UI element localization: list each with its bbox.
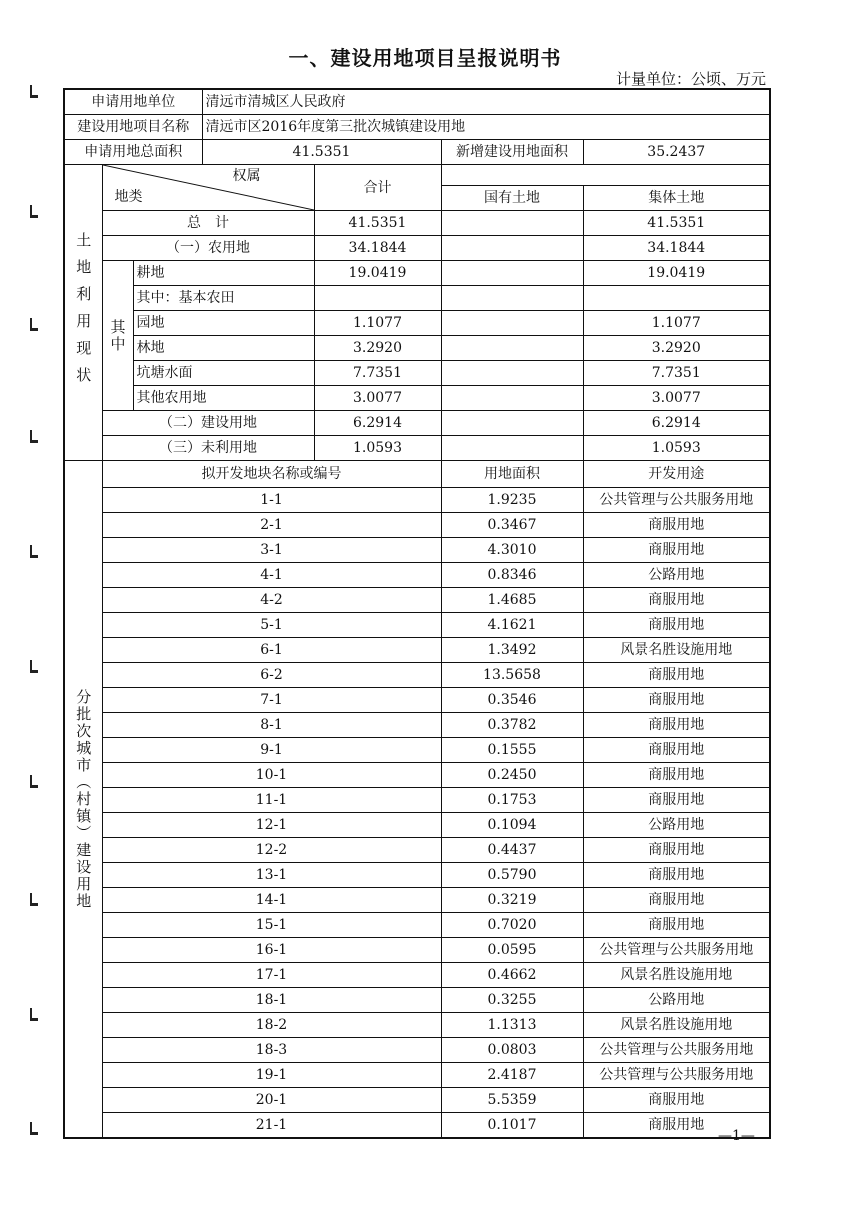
applicant-value: 清远市清城区人民政府	[202, 89, 770, 115]
total-value: 3.2920	[314, 336, 441, 361]
parcel-row	[64, 888, 770, 913]
parcel-use: 公路用地	[583, 988, 770, 1013]
parcel-row	[64, 538, 770, 563]
parcel-area: 0.3546	[441, 688, 583, 713]
state-value	[441, 336, 583, 361]
total-value: 1.1077	[314, 311, 441, 336]
parcel-use: 商服用地	[583, 763, 770, 788]
parcel-row	[64, 513, 770, 538]
parcel-id: 11-1	[102, 788, 441, 813]
land-status-row	[64, 361, 770, 386]
state-value	[441, 311, 583, 336]
parcel-header-row	[64, 461, 770, 488]
parcel-area: 0.3219	[441, 888, 583, 913]
parcel-area: 0.3782	[441, 713, 583, 738]
land-type-name: 林地	[133, 336, 314, 361]
new-area-value: 35.2437	[583, 140, 770, 165]
parcel-use: 商服用地	[583, 863, 770, 888]
parcel-row	[64, 913, 770, 938]
state-value	[441, 361, 583, 386]
parcel-id: 9-1	[102, 738, 441, 763]
parcel-area: 0.4437	[441, 838, 583, 863]
collective-value: 3.2920	[583, 336, 770, 361]
parcel-id: 18-2	[102, 1013, 441, 1038]
parcel-area: 1.9235	[441, 488, 583, 513]
land-status-row	[64, 236, 770, 261]
parcel-row	[64, 1013, 770, 1038]
land-status-row	[64, 386, 770, 411]
parcel-use: 公共管理与公共服务用地	[583, 1038, 770, 1063]
land-type-name: （二）建设用地	[102, 411, 314, 436]
parcel-row	[64, 663, 770, 688]
land-status-section-label: 土地利用现状	[64, 165, 102, 461]
land-type-name: （三）未利用地	[102, 436, 314, 461]
parcel-area: 0.1555	[441, 738, 583, 763]
parcel-area: 1.1313	[441, 1013, 583, 1038]
parcel-area: 0.1753	[441, 788, 583, 813]
binding-mark	[30, 205, 38, 218]
parcel-row	[64, 1063, 770, 1088]
parcel-id: 5-1	[102, 613, 441, 638]
parcel-row	[64, 713, 770, 738]
total-area-label: 申请用地总面积	[64, 140, 202, 165]
land-status-header-row	[64, 165, 770, 186]
parcel-area: 0.3255	[441, 988, 583, 1013]
total-value: 7.7351	[314, 361, 441, 386]
parcel-area: 0.1017	[441, 1113, 583, 1139]
parcel-area: 4.1621	[441, 613, 583, 638]
collective-value: 3.0077	[583, 386, 770, 411]
binding-mark	[30, 318, 38, 331]
binding-mark	[30, 775, 38, 788]
parcel-row	[64, 838, 770, 863]
parcel-id: 12-1	[102, 813, 441, 838]
collective-value	[583, 286, 770, 311]
parcel-id: 4-2	[102, 588, 441, 613]
parcel-area: 0.1094	[441, 813, 583, 838]
parcel-id: 21-1	[102, 1113, 441, 1139]
parcel-section-label: 分批次城市（村镇）建设用地	[64, 461, 102, 1139]
parcel-use: 风景名胜设施用地	[583, 1013, 770, 1038]
parcel-id: 12-2	[102, 838, 441, 863]
land-type-name: 园地	[133, 311, 314, 336]
parcel-area: 4.3010	[441, 538, 583, 563]
parcel-area: 1.3492	[441, 638, 583, 663]
col-use-header: 开发用途	[583, 461, 770, 488]
col-area-header: 用地面积	[441, 461, 583, 488]
parcel-area: 1.4685	[441, 588, 583, 613]
parcel-id: 7-1	[102, 688, 441, 713]
land-type-name: （一）农用地	[102, 236, 314, 261]
parcel-id: 16-1	[102, 938, 441, 963]
land-type-name: 耕地	[133, 261, 314, 286]
parcel-row	[64, 613, 770, 638]
parcel-use: 商服用地	[583, 588, 770, 613]
total-value	[314, 286, 441, 311]
land-type-label: 地类	[114, 189, 143, 205]
total-value: 3.0077	[314, 386, 441, 411]
parcel-row	[64, 738, 770, 763]
collective-value: 34.1844	[583, 236, 770, 261]
parcel-id: 8-1	[102, 713, 441, 738]
parcel-use: 公共管理与公共服务用地	[583, 1063, 770, 1088]
parcel-row	[64, 788, 770, 813]
diagonal-header-cell	[102, 165, 314, 211]
parcel-use: 商服用地	[583, 713, 770, 738]
parcel-id: 13-1	[102, 863, 441, 888]
parcel-area: 0.0595	[441, 938, 583, 963]
empty-header-cell	[441, 165, 770, 186]
state-value	[441, 261, 583, 286]
land-type-name: 其他农用地	[133, 386, 314, 411]
parcel-area: 0.2450	[441, 763, 583, 788]
parcel-id: 20-1	[102, 1088, 441, 1113]
parcel-id: 3-1	[102, 538, 441, 563]
collective-value: 1.0593	[583, 436, 770, 461]
col-collective-header: 集体土地	[583, 186, 770, 211]
land-type-name: 坑塘水面	[133, 361, 314, 386]
parcel-use: 风景名胜设施用地	[583, 963, 770, 988]
parcel-row	[64, 638, 770, 663]
land-status-row	[64, 336, 770, 361]
applicant-row	[64, 89, 770, 115]
parcel-row	[64, 863, 770, 888]
state-value	[441, 411, 583, 436]
parcel-id: 2-1	[102, 513, 441, 538]
parcel-row	[64, 1113, 770, 1139]
total-value: 1.0593	[314, 436, 441, 461]
binding-mark	[30, 85, 38, 98]
parcel-area: 2.4187	[441, 1063, 583, 1088]
parcel-area: 0.5790	[441, 863, 583, 888]
applicant-label: 申请用地单位	[64, 89, 202, 115]
area-row	[64, 140, 770, 165]
parcel-id: 4-1	[102, 563, 441, 588]
land-status-row	[64, 261, 770, 286]
total-value: 19.0419	[314, 261, 441, 286]
parcel-use: 风景名胜设施用地	[583, 638, 770, 663]
parcel-row	[64, 813, 770, 838]
project-label: 建设用地项目名称	[64, 115, 202, 140]
parcel-use: 商服用地	[583, 513, 770, 538]
parcel-area: 0.0803	[441, 1038, 583, 1063]
collective-value: 1.1077	[583, 311, 770, 336]
collective-value: 41.5351	[583, 211, 770, 236]
parcel-use: 公路用地	[583, 563, 770, 588]
parcel-id: 10-1	[102, 763, 441, 788]
parcel-id: 18-3	[102, 1038, 441, 1063]
project-value: 清远市区2016年度第三批次城镇建设用地	[202, 115, 770, 140]
project-row	[64, 115, 770, 140]
parcel-id: 6-2	[102, 663, 441, 688]
state-value	[441, 436, 583, 461]
parcel-use: 商服用地	[583, 1113, 770, 1139]
document-title: 一、建设用地项目呈报说明书	[288, 46, 562, 70]
parcel-use: 商服用地	[583, 663, 770, 688]
parcel-area: 0.3467	[441, 513, 583, 538]
binding-mark	[30, 893, 38, 906]
parcel-row	[64, 688, 770, 713]
land-status-row	[64, 411, 770, 436]
state-value	[441, 236, 583, 261]
col-state-header: 国有土地	[441, 186, 583, 211]
parcel-id: 14-1	[102, 888, 441, 913]
parcel-row	[64, 563, 770, 588]
sub-category-label: 其中	[102, 261, 133, 411]
parcel-row	[64, 988, 770, 1013]
parcel-row	[64, 938, 770, 963]
col-total-header: 合计	[314, 165, 441, 211]
parcel-id: 19-1	[102, 1063, 441, 1088]
collective-value: 19.0419	[583, 261, 770, 286]
parcel-use: 商服用地	[583, 688, 770, 713]
parcel-area: 0.7020	[441, 913, 583, 938]
parcel-id: 1-1	[102, 488, 441, 513]
parcel-use: 商服用地	[583, 788, 770, 813]
measurement-unit: 计量单位：公顷、万元	[615, 70, 766, 88]
collective-value: 7.7351	[583, 361, 770, 386]
total-value: 41.5351	[314, 211, 441, 236]
land-type-name: 总 计	[102, 211, 314, 236]
ownership-label: 权属	[232, 168, 261, 184]
parcel-area: 0.4662	[441, 963, 583, 988]
parcel-use: 商服用地	[583, 838, 770, 863]
parcel-row	[64, 963, 770, 988]
parcel-id: 18-1	[102, 988, 441, 1013]
parcel-area: 0.8346	[441, 563, 583, 588]
land-type-name: 其中：基本农田	[133, 286, 314, 311]
parcel-use: 公共管理与公共服务用地	[583, 938, 770, 963]
parcel-use: 商服用地	[583, 1088, 770, 1113]
binding-mark	[30, 545, 38, 558]
parcel-row	[64, 1088, 770, 1113]
parcel-row	[64, 763, 770, 788]
state-value	[441, 386, 583, 411]
parcel-id: 15-1	[102, 913, 441, 938]
total-area-value: 41.5351	[202, 140, 441, 165]
parcel-use: 商服用地	[583, 913, 770, 938]
binding-mark	[30, 660, 38, 673]
state-value	[441, 211, 583, 236]
binding-mark	[30, 1122, 38, 1135]
binding-mark	[30, 1008, 38, 1021]
land-status-row	[64, 436, 770, 461]
parcel-use: 商服用地	[583, 738, 770, 763]
land-status-row	[64, 211, 770, 236]
parcel-use: 公路用地	[583, 813, 770, 838]
land-status-row	[64, 286, 770, 311]
binding-mark	[30, 430, 38, 443]
total-value: 34.1844	[314, 236, 441, 261]
parcel-row	[64, 1038, 770, 1063]
parcel-id: 6-1	[102, 638, 441, 663]
parcel-use: 商服用地	[583, 613, 770, 638]
land-status-row	[64, 311, 770, 336]
parcel-row	[64, 488, 770, 513]
total-value: 6.2914	[314, 411, 441, 436]
parcel-row	[64, 588, 770, 613]
page-number: —1—	[718, 1128, 755, 1144]
parcel-area: 5.5359	[441, 1088, 583, 1113]
parcel-use: 商服用地	[583, 538, 770, 563]
parcel-id: 17-1	[102, 963, 441, 988]
new-area-label: 新增建设用地面积	[441, 140, 583, 165]
col-parcel-name-header: 拟开发地块名称或编号	[102, 461, 441, 488]
collective-value: 6.2914	[583, 411, 770, 436]
parcel-use: 商服用地	[583, 888, 770, 913]
state-value	[441, 286, 583, 311]
land-application-table	[63, 88, 771, 1139]
parcel-use: 公共管理与公共服务用地	[583, 488, 770, 513]
parcel-area: 13.5658	[441, 663, 583, 688]
